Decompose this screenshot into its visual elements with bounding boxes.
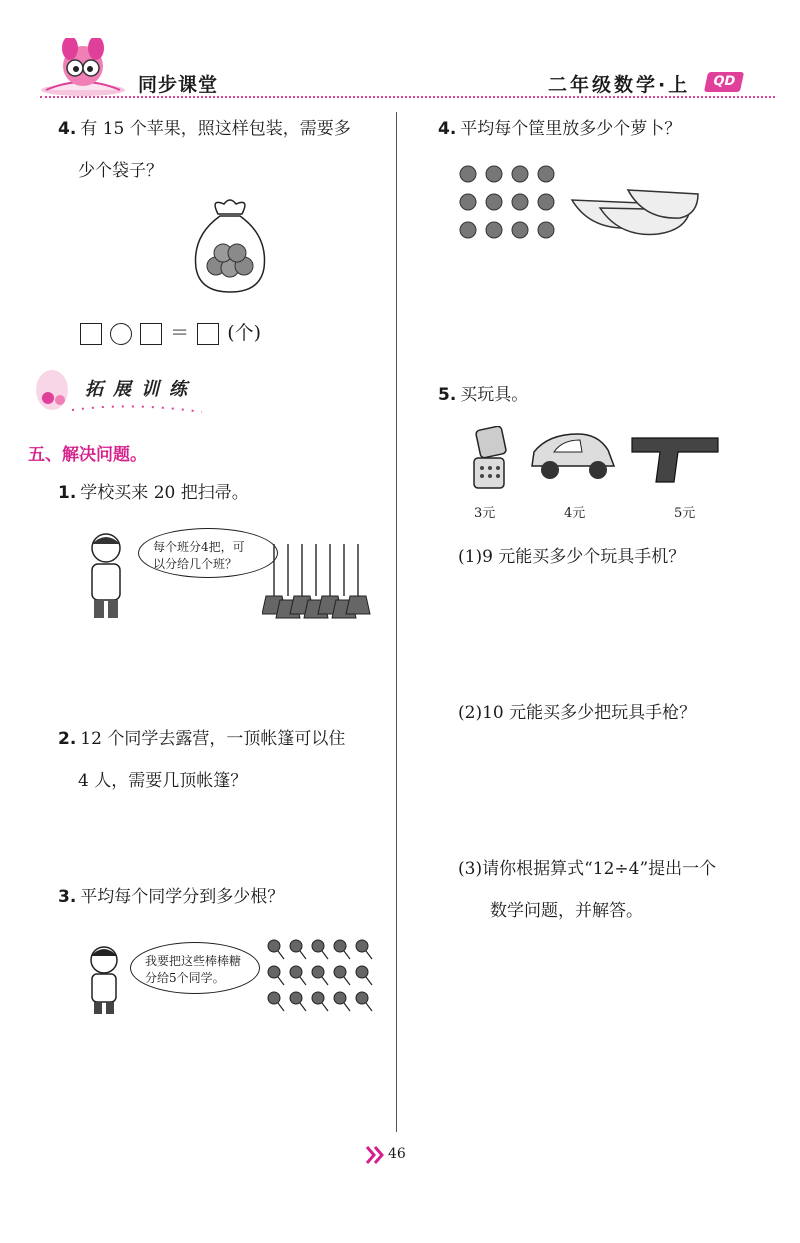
baskets-illustration [570, 180, 700, 244]
price-label: 3元 [474, 506, 496, 521]
section-heading: 五、解决问题。 [28, 445, 147, 465]
question-number: 1. [58, 483, 77, 503]
bubble-text: 每个班分4把，可 [153, 540, 245, 554]
bubble-text: 分给5个同学。 [145, 971, 225, 985]
question-text: 买玩具。 [460, 385, 529, 405]
toy-pistol-icon [630, 432, 722, 490]
question-number: 3. [58, 887, 77, 907]
question-text: 平均每个筐里放多少个萝卜？ [460, 119, 682, 139]
sub-question-text: (3)请你根据算式“12÷4”提出一个 [458, 859, 717, 879]
header-left-title: 同步课堂 [138, 74, 219, 96]
mascot-logo [38, 38, 128, 102]
question-number: 4. [58, 119, 77, 139]
left-question-4 [58, 114, 388, 186]
header-dotted-rule [40, 96, 775, 98]
banner-title: 拓展训练 [85, 379, 197, 400]
speech-bubble [138, 528, 278, 578]
edition-badge: QD [704, 72, 744, 92]
equals-sign: ＝ [170, 322, 190, 344]
question-number: 4. [438, 119, 457, 139]
unit-label: (个) [227, 322, 262, 344]
sub-question-2: (2)10 元能买多少把玩具手枪？ [458, 703, 697, 723]
operator-circle[interactable] [110, 323, 132, 345]
sub-question-1: (1)9 元能买多少个玩具手机？ [458, 547, 686, 567]
question-text: 学校买来 20 把扫帚。 [80, 483, 249, 503]
boy-illustration [76, 530, 136, 624]
brooms-illustration [262, 540, 382, 626]
question-text: 有 15 个苹果，照这样包装，需要多 [80, 119, 351, 139]
bubble-text: 我要把这些棒棒糖 [145, 954, 242, 968]
price-label: 4元 [564, 506, 586, 521]
column-divider [396, 112, 397, 1132]
header-right-title: 二年级数学·上 [548, 74, 691, 96]
toy-phone-icon [470, 426, 514, 496]
left-question-3 [58, 882, 284, 912]
sub-question-3 [458, 854, 778, 926]
answer-box[interactable] [197, 323, 219, 345]
apple-bag-illustration [190, 196, 270, 300]
right-question-4 [438, 114, 681, 144]
left-question-1 [58, 478, 249, 508]
question-number: 5. [438, 385, 457, 405]
right-question-5 [438, 380, 528, 410]
radishes-illustration [456, 158, 566, 244]
answer-box[interactable] [140, 323, 162, 345]
question-text: 12 个同学去露营，一顶帐篷可以住 [80, 729, 346, 749]
left-question-2 [58, 724, 393, 796]
page-number: 46 [388, 1146, 406, 1162]
bubble-text: 以分给几个班？ [153, 557, 238, 571]
child-illustration [80, 944, 130, 1020]
question-text: 平均每个同学分到多少根？ [80, 887, 285, 907]
question-text: 4 人，需要几顶帐篷？ [78, 771, 248, 791]
question-text: 少个袋子？ [78, 161, 163, 181]
question-number: 2. [58, 729, 77, 749]
price-label: 5元 [674, 506, 696, 521]
answer-box[interactable] [80, 323, 102, 345]
blank-equation [80, 318, 263, 345]
sub-question-text: 数学问题，并解答。 [490, 901, 643, 921]
toy-car-icon [528, 426, 618, 490]
double-chevron-icon [366, 1146, 386, 1168]
speech-bubble [130, 942, 260, 994]
lollipops-illustration [264, 936, 384, 1016]
